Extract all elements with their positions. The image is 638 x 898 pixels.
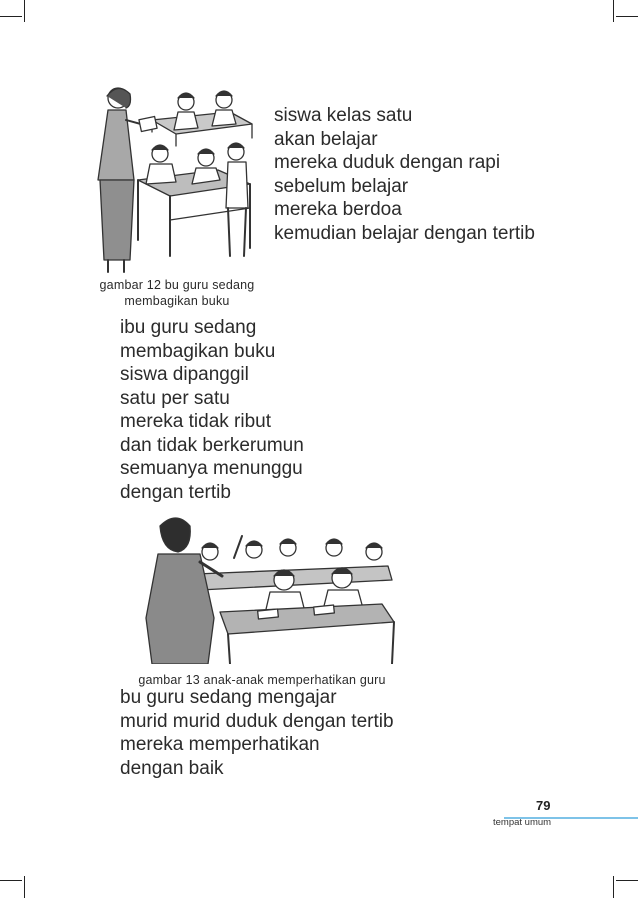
poem-stanza-1 <box>274 104 535 245</box>
illustration-2-caption: gambar 13 anak-anak memperhatikan guru <box>138 673 386 687</box>
poem-line: mereka berdoa <box>274 199 402 220</box>
poem-line: ibu guru sedang <box>120 317 257 338</box>
poem-stanza-3 <box>120 686 394 780</box>
page-number: 79 <box>536 798 551 813</box>
poem-line: satu per satu <box>120 387 230 409</box>
classroom-teacher-handing-books-illustration <box>90 80 262 276</box>
students-listening-to-teacher-illustration <box>138 508 396 664</box>
caption-line: membagikan buku <box>124 294 230 308</box>
illustration-2-drawing <box>138 508 396 664</box>
illustration-1-caption <box>86 277 268 309</box>
poem-line: bu guru sedang mengajar <box>120 687 337 708</box>
crop-mark-bottom-left-v <box>24 876 25 898</box>
caption-line: gambar 12 bu guru sedang <box>99 278 255 292</box>
poem-line: semuanya menunggu <box>120 458 303 479</box>
poem-line: mereka tidak ribut <box>120 411 272 432</box>
crop-mark-top-right-v <box>613 0 614 22</box>
poem-line: membagikan buku <box>120 340 276 362</box>
illustration-1-drawing <box>90 80 262 276</box>
poem-line: mereka memperhatikan <box>120 734 320 755</box>
footer-section-label: tempat umum <box>493 817 552 828</box>
crop-mark-top-right-h <box>616 16 638 17</box>
poem-line: siswa dipanggil <box>120 364 249 385</box>
crop-mark-top-left-h <box>0 16 22 17</box>
poem-line: mereka duduk dengan rapi <box>274 152 501 173</box>
poem-line: dengan baik <box>120 757 224 779</box>
poem-stanza-2 <box>120 316 304 504</box>
crop-mark-bottom-right-h <box>616 880 638 881</box>
poem-line: dengan tertib <box>120 481 231 503</box>
poem-line: akan belajar <box>274 128 378 150</box>
poem-line: sebelum belajar <box>274 175 409 197</box>
poem-line: siswa kelas satu <box>274 105 413 126</box>
poem-line: dan tidak berkerumun <box>120 434 304 456</box>
poem-line: kemudian belajar dengan tertib <box>274 222 535 244</box>
crop-mark-top-left-v <box>24 0 25 22</box>
crop-mark-bottom-left-h <box>0 880 22 881</box>
poem-line: murid murid duduk dengan tertib <box>120 710 394 732</box>
crop-mark-bottom-right-v <box>613 876 614 898</box>
